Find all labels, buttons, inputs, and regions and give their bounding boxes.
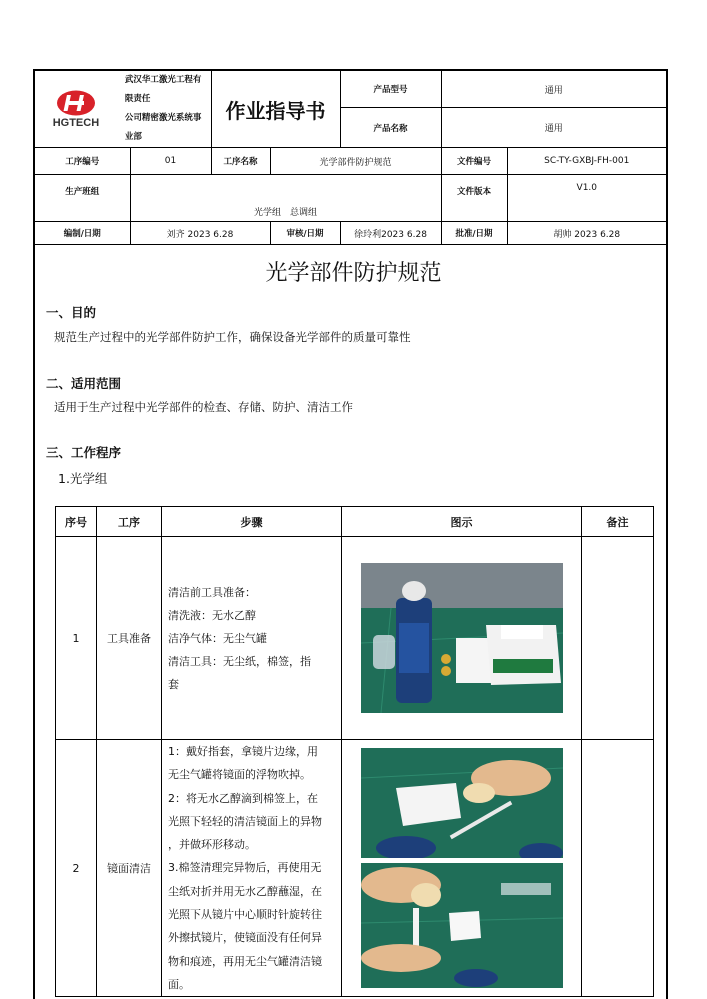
hgtech-logo: [37, 90, 115, 129]
step-line: 1：戴好指套，拿镜片边缘，用: [168, 745, 318, 758]
procedure-subheading: 1.光学组: [58, 471, 108, 486]
process-no-value: 01: [130, 148, 211, 175]
approver-value: 胡帅 2023 6.28: [507, 222, 666, 245]
row-process: 工具准备: [97, 537, 162, 740]
cleaning-photo-1: [361, 748, 563, 858]
col-header-image: 图示: [342, 507, 582, 537]
row-steps: [162, 740, 342, 997]
col-header-process: 工序: [97, 507, 162, 537]
table-row: [56, 537, 654, 740]
step-line: 套: [168, 677, 179, 691]
process-no-label: 工序编号: [35, 148, 130, 175]
approver-label: 批准/日期: [441, 222, 507, 245]
row-image-cell: [342, 537, 582, 740]
step-line: 无尘气罐将镜面的浮物吹掉。: [168, 768, 311, 782]
company-name: [115, 71, 209, 147]
col-header-steps: 步骤: [162, 507, 342, 537]
purpose-text: 规范生产过程中的光学部件防护工作，确保设备光学部件的质量可靠性: [54, 330, 411, 344]
table-row: [56, 740, 654, 997]
step-line: 外擦拭镜片，使镜面没有任何异: [168, 931, 322, 945]
col-header-no: 序号: [56, 507, 97, 537]
page-title: 光学部件防护规范: [265, 261, 442, 286]
step-line: 光照下从镜片中心顺时针旋转往: [168, 908, 322, 922]
step-line: 清洁工具：无尘纸，棉签，指: [168, 654, 311, 668]
step-line: ，并做环形移动。: [168, 838, 256, 852]
product-name-value: 通用: [441, 108, 666, 148]
logo-text: HGTECH: [52, 116, 100, 129]
table-header-row: [56, 507, 654, 537]
doc-title: 作业指导书: [225, 98, 326, 123]
col-header-remark: 备注: [582, 507, 654, 537]
team-label: 生产班组: [35, 175, 130, 222]
file-no-value: SC-TY-GXBJ-FH-001: [507, 148, 666, 175]
step-line: 尘纸对折并用无水乙醇蘸湿，在: [168, 884, 322, 898]
row-steps: [162, 537, 342, 740]
row-image-cell: [342, 740, 582, 997]
author-value: 刘齐 2023 6.28: [130, 222, 270, 245]
logo-cell: [35, 71, 211, 148]
company-line-1: 武汉华工激光工程有限责任: [124, 75, 202, 104]
product-model-label: 产品型号: [340, 71, 441, 108]
file-no-label: 文件编号: [441, 148, 507, 175]
scope-heading: 二、适用范围: [46, 376, 122, 391]
step-line: 光照下轻轻的清洁镜面上的异物: [168, 814, 322, 828]
step-line: 清洗液：无水乙醇: [168, 608, 256, 622]
scope-text: 适用于生产过程中光学部件的检查、存储、防护、清洁工作: [54, 400, 353, 414]
header-table: [35, 71, 666, 245]
process-name-label: 工序名称: [211, 148, 270, 175]
team-value: 光学组 总调组: [130, 175, 441, 222]
author-label: 编制/日期: [35, 222, 130, 245]
step-line: 物和痕迹，再用无尘气罐清洁镜: [168, 954, 322, 968]
product-model-value: 通用: [441, 71, 666, 108]
row-remark: [582, 537, 654, 740]
process-name-value: 光学部件防护规范: [270, 148, 441, 175]
reviewer-value: 徐玲利2023 6.28: [340, 222, 441, 245]
procedure-table: [55, 506, 654, 997]
hgtech-logo-icon: [56, 90, 96, 116]
version-label: 文件版本: [441, 175, 507, 222]
product-name-label: 产品名称: [340, 108, 441, 148]
row-process: 镜面清洁: [97, 740, 162, 997]
cleaning-photo-2: [361, 863, 563, 988]
step-line: 2：将无水乙醇滴到棉签上，在: [168, 791, 318, 805]
reviewer-label: 审核/日期: [270, 222, 340, 245]
version-value: V1.0: [507, 175, 666, 222]
step-line: 3.棉签清理完异物后，再使用无: [168, 861, 322, 875]
doc-title-cell: [211, 71, 340, 148]
company-line-2: 公司精密激光系统事业部: [124, 113, 202, 142]
step-line: 清洁前工具准备：: [168, 585, 256, 599]
step-line: 洁净气体：无尘气罐: [168, 631, 267, 645]
tools-photo: [361, 563, 563, 713]
purpose-heading: 一、目的: [46, 305, 97, 320]
step-line: 面。: [168, 977, 190, 991]
row-remark: [582, 740, 654, 997]
row-no: 2: [56, 740, 97, 997]
procedure-heading: 三、工作程序: [46, 445, 122, 460]
row-no: 1: [56, 537, 97, 740]
